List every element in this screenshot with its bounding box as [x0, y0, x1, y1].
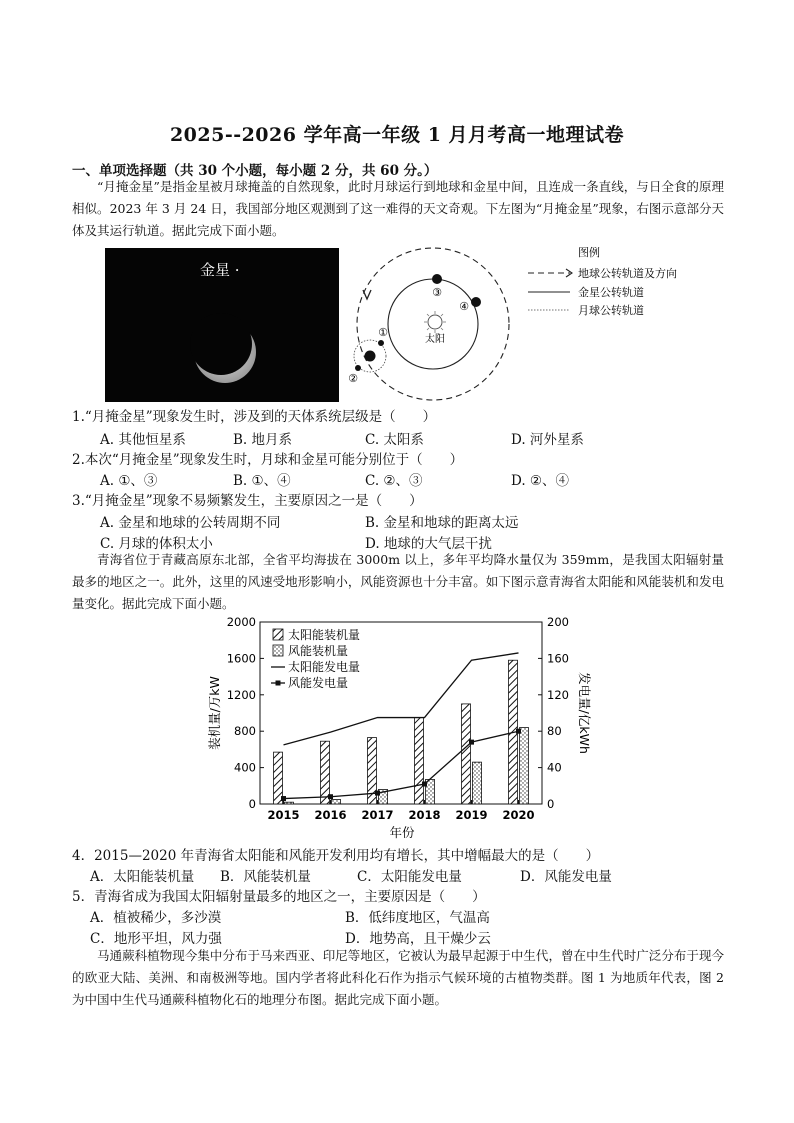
legend-label-风能发电量: 风能发电量	[288, 676, 349, 690]
passage-1: “月掩金星”是指金星被月球掩盖的自然现象，此时月球运行到地球和金星中间，且连成一条直线，与日全食的原理相似。2023 年 3 月 24 日，我国部分地区观测到了这一难得的天文奇观。下左图为“月掩金星”现象，右图示意部分天体及其运行轨道。据此完成下面小题。	[72, 179, 724, 238]
question-4-option-b[interactable]: B．风能装机量	[220, 869, 311, 885]
venus-label: 金星	[200, 261, 231, 279]
question-4-option-d[interactable]: D．风能发电量	[520, 869, 612, 885]
x-tick-label-2019: 2019	[455, 808, 488, 822]
question-5-stem: 5．青海省成为我国太阳辐射量最多的地区之一，主要原因是（ ）	[72, 889, 486, 905]
y-right-tick-label-120: 120	[547, 687, 569, 702]
question-3-stem: 3.“月掩金星”现象不易频繁发生，主要原因之一是（ ）	[72, 493, 423, 509]
x-tick-label-2018: 2018	[408, 808, 441, 822]
point-风能发电量-2019	[469, 740, 474, 745]
moon-position-1	[378, 340, 384, 346]
question-1-option-b[interactable]: B. 地月系	[233, 432, 293, 448]
y-axis-label-left: 装机量/万kW	[207, 676, 222, 750]
x-tick-label-2016: 2016	[314, 808, 347, 822]
legend-label-风能装机量: 风能装机量	[288, 644, 349, 658]
x-tick-label-2015: 2015	[267, 808, 300, 822]
bar-风能装机量-2015	[285, 802, 294, 804]
legend-item-earth-orbit: 地球公转轨道及方向	[578, 267, 677, 280]
sun-icon	[424, 311, 446, 333]
legend-item-venus-orbit: 金星公转轨道	[578, 286, 644, 299]
question-3-option-c[interactable]: C. 月球的体积太小	[100, 536, 213, 552]
moon-position-2	[355, 365, 361, 371]
question-3-option-b[interactable]: B. 金星和地球的距离太远	[365, 515, 519, 531]
y-left-tick-label-1200: 1200	[226, 687, 256, 702]
question-2-option-a[interactable]: A. ①、③	[100, 473, 158, 489]
line-风能发电量	[284, 731, 519, 798]
x-axis-label: 年份	[389, 825, 415, 840]
y-right-tick-label-160: 160	[547, 651, 569, 666]
venus-position-3	[432, 274, 442, 284]
bar-风能装机量-2019	[473, 762, 482, 804]
legend-swatch-风能装机量	[273, 645, 283, 656]
x-tick-label-2020: 2020	[502, 808, 535, 822]
question-1-option-d[interactable]: D. 河外星系	[511, 432, 584, 448]
y-left-tick-label-800: 800	[234, 724, 256, 739]
question-4-option-a[interactable]: A．太阳能装机量	[90, 869, 195, 885]
question-2-option-c[interactable]: C. ②、③	[365, 473, 423, 489]
sun-label: 太阳	[425, 334, 445, 345]
legend-marker-风能发电量	[276, 681, 281, 686]
passage-3: 马通蕨科植物现今集中分布于马来西亚、印尼等地区，它被认为最早起源于中生代，曾在中生代时广泛分布于现今的欧亚大陆、美洲、和南极洲等地。国内学者将此科化石作为指示气候环境的古植物类群。图 1 为地质年代表，图 2 为中国中生代马通蕨科植物化石的地理分布图。据此完成下面小题。	[72, 948, 724, 1007]
question-3-option-d[interactable]: D. 地球的大气层干扰	[365, 536, 492, 552]
venus-position-4	[471, 297, 481, 307]
orbit-diagram	[345, 240, 715, 410]
legend-swatch-太阳能装机量	[273, 629, 283, 640]
bar-风能装机量-2020	[520, 728, 529, 804]
y-left-tick-label-0: 0	[248, 797, 256, 811]
y-left-tick-label-2000: 2000	[226, 615, 256, 629]
legend-label-太阳能装机量: 太阳能装机量	[288, 628, 361, 642]
section-heading: 一、单项选择题（共 30 个小题，每小题 2 分，共 60 分。）	[72, 163, 438, 179]
point-风能发电量-2016	[328, 794, 333, 799]
y-right-tick-label-200: 200	[547, 615, 569, 629]
marker-2: ②	[348, 372, 358, 385]
orbit-direction-arrow	[363, 290, 371, 299]
y-left-tick-label-400: 400	[234, 760, 256, 775]
marker-3: ③	[432, 286, 442, 299]
earth-orbit	[357, 248, 509, 400]
legend-title: 图例	[578, 246, 600, 259]
y-right-tick-label-40: 40	[547, 760, 562, 775]
point-风能发电量-2017	[375, 791, 380, 796]
marker-1: ①	[378, 326, 388, 339]
energy-chart	[200, 612, 600, 842]
page-title: 2025--2026 学年高一年级 1 月月考高一地理试卷	[169, 124, 625, 146]
y-right-tick-label-80: 80	[547, 724, 562, 739]
point-风能发电量-2015	[281, 796, 286, 801]
question-5-option-d[interactable]: D．地势高，且干燥少云	[345, 931, 491, 947]
question-2-option-d[interactable]: D. ②、④	[511, 473, 570, 489]
earth-icon	[365, 351, 376, 362]
question-3-option-a[interactable]: A. 金星和地球的公转周期不同	[100, 515, 281, 531]
bar-太阳能装机量-2019	[462, 704, 471, 804]
point-风能发电量-2020	[516, 729, 521, 734]
legend-item-moon-orbit: 月球公转轨道	[578, 304, 644, 317]
question-5-option-c[interactable]: C．地形平坦，风力强	[90, 931, 222, 947]
question-1-option-c[interactable]: C. 太阳系	[365, 432, 424, 448]
marker-4: ④	[459, 300, 469, 313]
bar-风能装机量-2016	[332, 799, 341, 804]
question-4-option-c[interactable]: C．太阳能发电量	[357, 869, 462, 885]
question-5-option-a[interactable]: A．植被稀少，多沙漠	[90, 910, 222, 926]
question-2-stem: 2.本次“月掩金星”现象发生时，月球和金星可能分别位于（ ）	[72, 452, 464, 468]
y-left-tick-label-1600: 1600	[226, 651, 256, 666]
y-axis-label-right: 发电量/亿kWh	[577, 672, 592, 754]
passage-2: 青海省位于青藏高原东北部，全省平均海拔在 3000m 以上，多年平均降水量仅为 359mm，是我国太阳辐射量最多的地区之一。此外，这里的风速受地形影响小，风能资源也十分丰富。如下图示意青海省太阳能和风能装机和发电量变化。据此完成下面小题。	[72, 552, 724, 611]
y-right-tick-label-0: 0	[547, 797, 555, 811]
question-2-option-b[interactable]: B. ①、④	[233, 473, 291, 489]
bar-太阳能装机量-2018	[415, 718, 424, 804]
point-风能发电量-2018	[422, 781, 427, 786]
x-tick-label-2017: 2017	[361, 808, 394, 822]
question-1-option-a[interactable]: A. 其他恒星系	[100, 432, 186, 448]
question-5-option-b[interactable]: B．低纬度地区，气温高	[345, 910, 490, 926]
question-1-stem: 1.“月掩金星”现象发生时，涉及到的天体系统层级是（ ）	[72, 409, 437, 425]
question-4-stem: 4．2015—2020 年青海省太阳能和风能开发利用均有增长，其中增幅最大的是（ ）	[72, 848, 600, 864]
legend-label-太阳能发电量: 太阳能发电量	[288, 660, 361, 674]
